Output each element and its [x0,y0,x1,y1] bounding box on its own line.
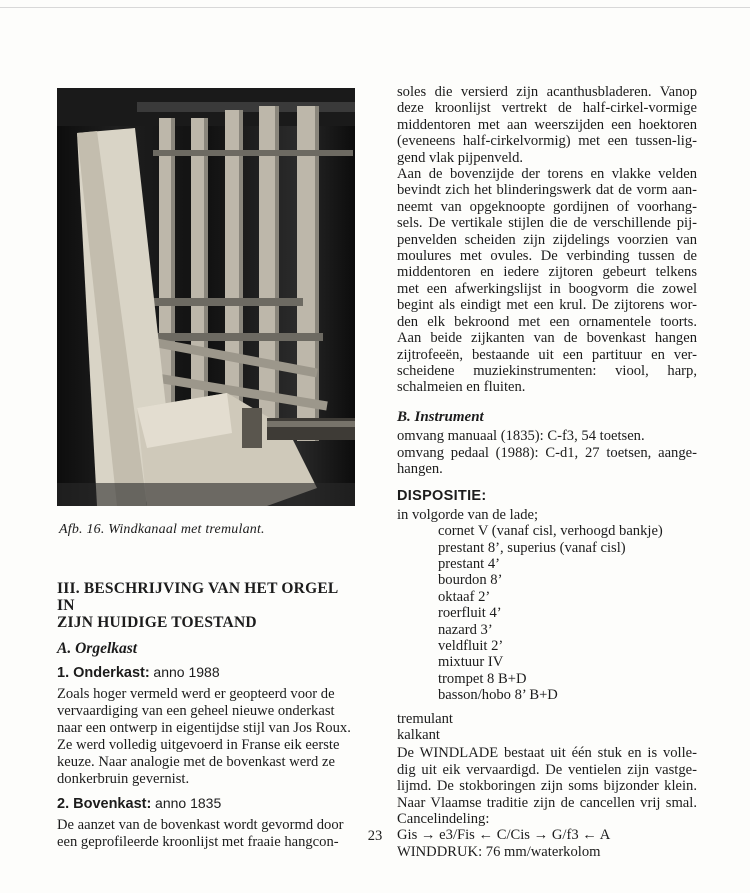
text-line: deze kroonlijst vertrekt de half-cirkel-vormige [397,100,697,117]
bovenkast-date: anno 1835 [155,795,222,811]
text-line: moulures met ovules. De verbinding tussen de [397,248,697,265]
text-line: bevindt zich het blinderingswerk dat de vorm aan- [397,182,697,199]
section-title-line: ZIJN HUIDIGE TOESTAND [57,614,257,631]
text-line: middentoren met aan weerszijden een hoektoren [397,116,697,133]
stop-list [438,523,697,703]
page-number: 23 [367,828,383,844]
instrument-paragraph [397,428,697,477]
dispositie-intro: in volgorde van de lade; [397,506,539,523]
text-line: Zoals hoger vermeld werd er geopteerd voor de [57,686,335,702]
heading-onderkast [57,664,357,682]
onderkast-paragraph [57,686,357,788]
text-line: gend vlak pijpenveld. [397,149,524,166]
text-line: soles die versierd zijn acanthusbladeren. Vanop [397,84,697,100]
right-column [397,84,697,860]
text-line: sels. De vertikale stijlen die de verschillende pij- [397,215,697,232]
stop-item: cornet V (vanaf cisl, verhoogd bankje) [438,523,663,540]
page-top-edge [0,7,750,8]
stop-item: bourdon 8’ [438,572,503,589]
extra-item: kalkant [397,727,440,744]
section-title [57,580,357,631]
text-line: Naar Vlaamse traditie zijn de cancellen vrij smal. [397,794,697,811]
text-line: een geprofileerde kroonlijst met fraaie hangcon- [57,834,339,850]
figure-caption: Afb. 16. Windkanaal met tremulant. [59,522,265,537]
heading-bovenkast [57,795,357,813]
winddruk-line: WINDDRUK: 76 mm/waterkolom [397,843,601,860]
section-title-line: III. BESCHRIJVING VAN HET ORGEL IN [57,580,338,614]
text-line: met een afwerkingslijst in boogvorm die zowel [397,280,697,297]
stop-item: mixtuur IV [438,654,504,671]
stop-item: oktaaf 2’ [438,588,491,605]
heading-instrument: B. Instrument [397,408,484,425]
text-line: Ze werd volledig uitgevoerd in Franse eik eerste [57,737,340,753]
dispositie-list [397,507,697,744]
extra-item: tremulant [397,710,453,727]
text-line: zijtrofeeën, bestaande uit een partituur en ver- [397,346,697,363]
dispositie-extras [397,711,697,744]
text-line: (eveneens half-cirkelvormig) met een tussen-lig- [397,133,697,150]
text-line: Aan de bovenzijde der torens en vlakke velden [397,166,697,183]
text-line: De aanzet van de bovenkast wordt gevormd door [57,817,344,833]
text-line: dig uit eik vervaardigd. De ventielen zijn vastge- [397,761,697,778]
text-line: penvelden scheiden zijn zijdelings voorzien van [397,231,697,248]
heading-dispositie: DISPOSITIE: [397,488,487,505]
text-line: lijmd. De stokboringen zijn soms bijzonder klein. [397,778,697,795]
left-column [57,88,357,851]
onderkast-label: 1. Onderkast: [57,665,150,681]
text-line: neemt van opgeknoopte gordijnen of voorhang- [397,198,697,215]
text-line: scheidene muziekinstrumenten: viool, harp, [397,362,697,379]
stop-item: trompet 8 B+D [438,670,527,687]
text-line: donkerbruin gevernist. [57,771,190,787]
stop-item: prestant 4’ [438,555,501,572]
text-line: schalmeien en fluiten. [397,379,526,396]
bovenkast-label: 2. Bovenkast: [57,796,152,812]
stop-item: roerfluit 4’ [438,605,502,622]
text-line: begint als eindigt met een krul. De zijtorens wor- [397,297,697,314]
text-line: omvang manuaal (1835): C-f3, 54 toetsen. [397,428,645,445]
text-line: vervaardiging van een geheel nieuwe onderkast [57,703,335,719]
text-line: omvang pedaal (1988): C-d1, 27 toetsen, aange- [397,444,697,461]
text-line: De WINDLADE bestaat uit één stuk en is volle- [397,745,697,762]
stop-item: prestant 8’, superius (vanaf cisl) [438,539,626,556]
stop-item: basson/hobo 8’ B+D [438,687,558,704]
text-line: den elk bekroond met een ornamentele toorts. [397,313,697,330]
photo-windkanaal [57,88,355,506]
text-line: Aan beide zijkanten van de bovenkast hangen [397,330,697,347]
text-line: hangen. [397,460,443,477]
cancelindeling-line: Gis → e3/Fis ← C/Cis → G/f3 ← A [397,827,611,844]
text-line: keuze. Naar analogie met de bovenkast werd ze [57,754,335,770]
heading-orgelkast: A. Orgelkast [57,640,138,657]
stop-item: nazard 3’ [438,621,493,638]
text-line: Cancelindeling: [397,811,490,828]
bovenkast-continued [397,84,697,396]
onderkast-date: anno 1988 [153,664,220,680]
photo-illustration [57,88,355,506]
text-line: naar een ontwerp in eigentijdse stijl van Jos Roux. [57,720,351,736]
stop-item: veldfluit 2’ [438,638,504,654]
text-line: middentoren en iedere zijtoren gebeurt telkens [397,264,697,281]
